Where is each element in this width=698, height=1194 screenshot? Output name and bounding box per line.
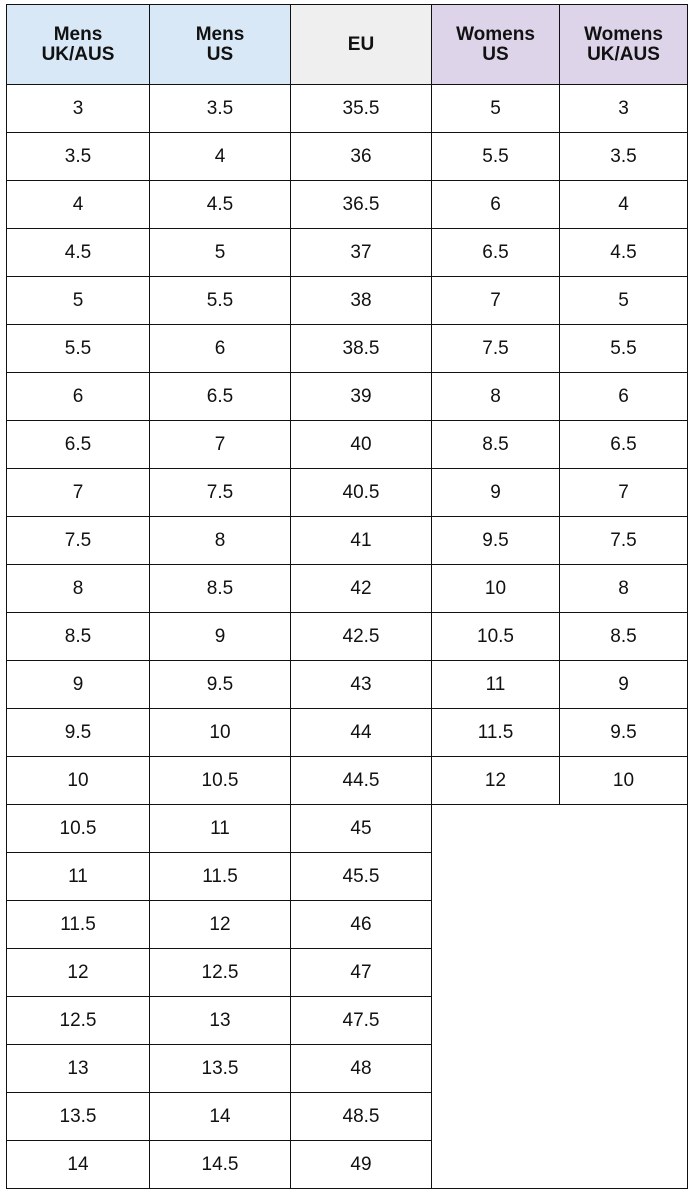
size-conversion-table (6, 4, 688, 1189)
size-cell-eu: 35.5 (291, 85, 432, 133)
size-cell-mens-uk-aus: 7.5 (7, 517, 150, 565)
size-cell-mens-us: 9.5 (150, 661, 291, 709)
size-cell-womens-us: 11.5 (432, 709, 560, 757)
table-row (7, 277, 688, 325)
size-cell-mens-us: 10 (150, 709, 291, 757)
size-cell-eu: 44 (291, 709, 432, 757)
size-cell-mens-uk-aus: 6 (7, 373, 150, 421)
table-row (7, 373, 688, 421)
column-header-line: UK/AUS (41, 43, 115, 65)
column-header-eu (291, 5, 432, 85)
size-cell-mens-us: 3.5 (150, 85, 291, 133)
size-cell-mens-uk-aus: 9 (7, 661, 150, 709)
size-cell-mens-uk-aus: 10.5 (7, 805, 150, 853)
size-cell-womens-us: 8.5 (432, 421, 560, 469)
size-cell-womens-uk-aus: 5 (560, 277, 688, 325)
size-cell-womens-uk-aus: 3.5 (560, 133, 688, 181)
size-cell-mens-uk-aus: 3 (7, 85, 150, 133)
size-cell-mens-us: 14.5 (150, 1141, 291, 1189)
size-cell-mens-uk-aus: 5 (7, 277, 150, 325)
size-cell-mens-uk-aus: 4 (7, 181, 150, 229)
size-cell-womens-us: 9.5 (432, 517, 560, 565)
column-header-line: US (206, 43, 234, 65)
size-cell-eu: 36.5 (291, 181, 432, 229)
size-cell-womens-uk-aus: 8.5 (560, 613, 688, 661)
column-header-line: EU (347, 33, 375, 55)
size-cell-eu: 41 (291, 517, 432, 565)
size-cell-mens-uk-aus: 13.5 (7, 1093, 150, 1141)
table-row (7, 421, 688, 469)
size-cell-womens-us: 5 (432, 85, 560, 133)
column-header-line: Mens (195, 23, 245, 45)
size-cell-womens-us: 11 (432, 661, 560, 709)
size-cell-mens-uk-aus: 5.5 (7, 325, 150, 373)
size-cell-womens-uk-aus: 4.5 (560, 229, 688, 277)
size-cell-eu: 38 (291, 277, 432, 325)
size-cell-womens-us: 5.5 (432, 133, 560, 181)
size-cell-mens-uk-aus: 9.5 (7, 709, 150, 757)
size-cell-eu: 48.5 (291, 1093, 432, 1141)
size-cell-mens-us: 6.5 (150, 373, 291, 421)
table-row (7, 517, 688, 565)
size-cell-eu: 38.5 (291, 325, 432, 373)
size-cell-eu: 39 (291, 373, 432, 421)
size-cell-mens-us: 12 (150, 901, 291, 949)
size-cell-womens-us: 6.5 (432, 229, 560, 277)
size-cell-mens-uk-aus: 11.5 (7, 901, 150, 949)
column-header-line: UK/AUS (587, 43, 660, 65)
size-cell-womens-uk-aus: 5.5 (560, 325, 688, 373)
size-cell-womens-us: 7 (432, 277, 560, 325)
size-cell-eu: 40.5 (291, 469, 432, 517)
header-row (7, 5, 688, 85)
size-cell-mens-us: 11 (150, 805, 291, 853)
size-cell-womens-us: 7.5 (432, 325, 560, 373)
column-header-womens-uk-aus (560, 5, 688, 85)
size-cell-mens-uk-aus: 8 (7, 565, 150, 613)
size-cell-womens-us: 10 (432, 565, 560, 613)
size-cell-mens-us: 12.5 (150, 949, 291, 997)
size-cell-mens-uk-aus: 8.5 (7, 613, 150, 661)
size-cell-womens-us: 9 (432, 469, 560, 517)
size-cell-mens-uk-aus: 10 (7, 757, 150, 805)
size-cell-eu: 40 (291, 421, 432, 469)
column-header-line: US (482, 43, 509, 65)
size-cell-eu: 47.5 (291, 997, 432, 1045)
size-chart-container (6, 4, 687, 1189)
size-cell-womens-us: 10.5 (432, 613, 560, 661)
size-cell-womens-uk-aus: 4 (560, 181, 688, 229)
size-cell-mens-us: 11.5 (150, 853, 291, 901)
size-cell-mens-uk-aus: 3.5 (7, 133, 150, 181)
column-header-mens-us (150, 5, 291, 85)
column-header-line: Womens (456, 23, 535, 45)
size-cell-mens-us: 8.5 (150, 565, 291, 613)
size-cell-mens-us: 5 (150, 229, 291, 277)
size-cell-eu: 44.5 (291, 757, 432, 805)
column-header-mens-uk-aus (7, 5, 150, 85)
size-cell-eu: 42 (291, 565, 432, 613)
table-row (7, 181, 688, 229)
size-cell-mens-us: 13 (150, 997, 291, 1045)
size-cell-eu: 45.5 (291, 853, 432, 901)
column-header-womens-us (432, 5, 560, 85)
size-cell-womens-uk-aus: 8 (560, 565, 688, 613)
size-cell-womens-uk-aus: 7 (560, 469, 688, 517)
size-cell-eu: 36 (291, 133, 432, 181)
column-header-line: Womens (584, 23, 663, 45)
size-cell-womens-uk-aus: 10 (560, 757, 688, 805)
size-cell-mens-uk-aus: 4.5 (7, 229, 150, 277)
table-row (7, 565, 688, 613)
table-row (7, 757, 688, 805)
size-cell-eu: 43 (291, 661, 432, 709)
size-cell-mens-uk-aus: 11 (7, 853, 150, 901)
table-row (7, 709, 688, 757)
size-cell-eu: 48 (291, 1045, 432, 1093)
size-cell-mens-us: 4.5 (150, 181, 291, 229)
size-cell-mens-uk-aus: 12.5 (7, 997, 150, 1045)
size-cell-mens-uk-aus: 13 (7, 1045, 150, 1093)
size-cell-womens-uk-aus: 7.5 (560, 517, 688, 565)
size-cell-mens-uk-aus: 12 (7, 949, 150, 997)
size-cell-mens-us: 6 (150, 325, 291, 373)
size-cell-mens-uk-aus: 7 (7, 469, 150, 517)
size-cell-mens-us: 9 (150, 613, 291, 661)
size-cell-eu: 47 (291, 949, 432, 997)
table-row (7, 613, 688, 661)
size-cell-mens-us: 14 (150, 1093, 291, 1141)
size-cell-mens-us: 10.5 (150, 757, 291, 805)
size-cell-womens-uk-aus: 6.5 (560, 421, 688, 469)
size-cell-womens-uk-aus: 3 (560, 85, 688, 133)
size-cell-eu: 42.5 (291, 613, 432, 661)
size-cell-mens-us: 8 (150, 517, 291, 565)
table-row (7, 805, 688, 853)
size-cell-mens-uk-aus: 14 (7, 1141, 150, 1189)
table-row (7, 133, 688, 181)
size-cell-womens-us: 12 (432, 757, 560, 805)
size-cell-mens-us: 13.5 (150, 1045, 291, 1093)
table-row (7, 325, 688, 373)
table-row (7, 469, 688, 517)
size-cell-eu: 37 (291, 229, 432, 277)
size-cell-womens-us: 6 (432, 181, 560, 229)
size-cell-womens-us: 8 (432, 373, 560, 421)
size-cell-womens-uk-aus: 9 (560, 661, 688, 709)
size-cell-mens-us: 4 (150, 133, 291, 181)
table-body (7, 85, 688, 1189)
table-row (7, 85, 688, 133)
size-cell-mens-us: 7.5 (150, 469, 291, 517)
empty-womens-area (432, 805, 688, 1189)
size-cell-eu: 49 (291, 1141, 432, 1189)
size-cell-mens-us: 7 (150, 421, 291, 469)
size-cell-womens-uk-aus: 6 (560, 373, 688, 421)
table-row (7, 661, 688, 709)
size-cell-eu: 45 (291, 805, 432, 853)
size-cell-mens-uk-aus: 6.5 (7, 421, 150, 469)
table-header (7, 5, 688, 85)
table-row (7, 229, 688, 277)
column-header-line: Mens (53, 23, 103, 45)
size-cell-mens-us: 5.5 (150, 277, 291, 325)
size-cell-womens-uk-aus: 9.5 (560, 709, 688, 757)
size-cell-eu: 46 (291, 901, 432, 949)
